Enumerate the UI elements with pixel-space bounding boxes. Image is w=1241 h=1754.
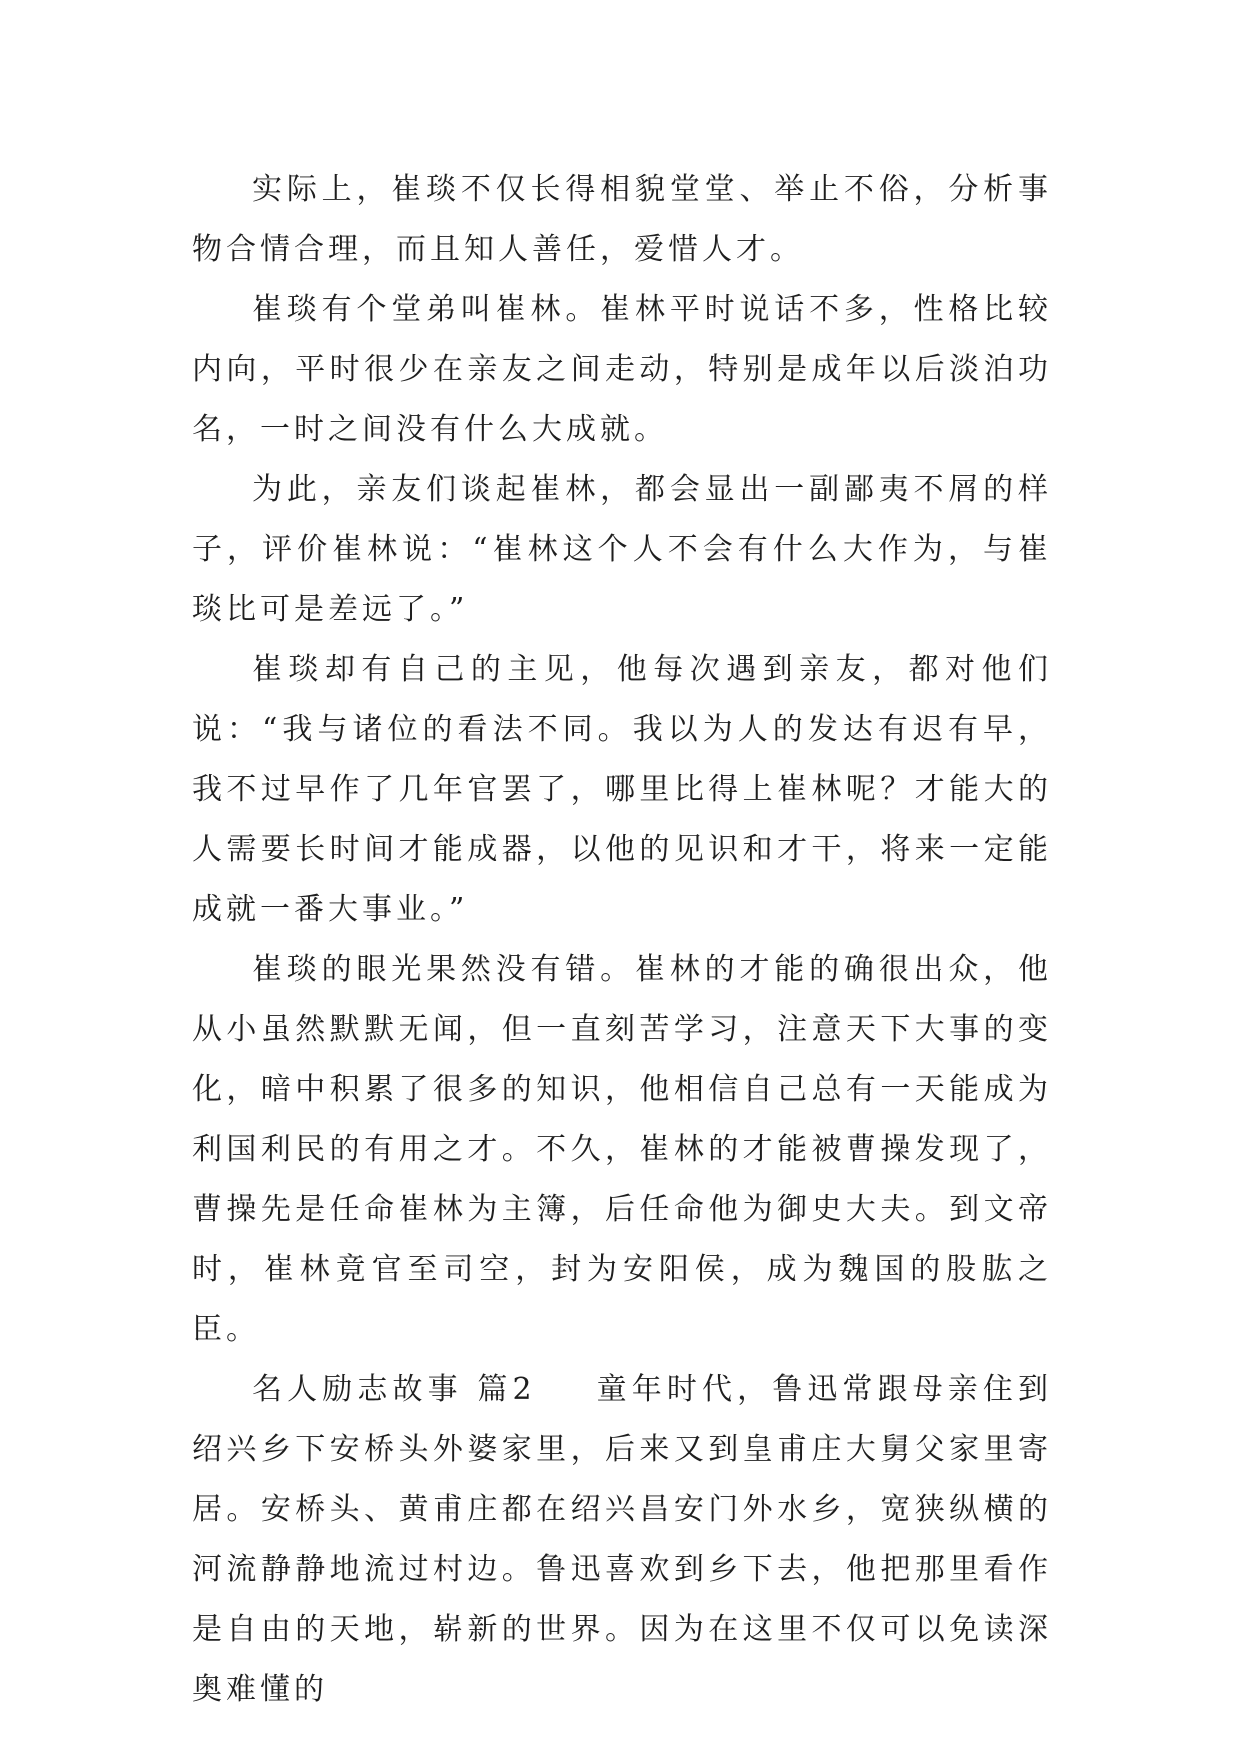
paragraph-1: 实际上，崔琰不仅长得相貌堂堂、举止不俗，分析事物合情合理，而且知人善任，爱惜人才。 bbox=[192, 172, 1052, 267]
paragraph-2: 崔琰有个堂弟叫崔林。崔林平时说话不多，性格比较内向，平时很少在亲友之间走动，特别是成年以后淡泊功名，一时之间没有什么大成就。 bbox=[192, 292, 1052, 447]
paragraph-5: 崔琰的眼光果然没有错。崔林的才能的确很出众，他从小虽然默默无闻，但一直刻苦学习，注意天下大事的变化，暗中积累了很多的知识，他相信自己总有一天能成为利国利民的有用之才。不久，崔林的才能被曹操发现了，曹操先是任命崔林为主簿，后任命他为御史大夫。到文帝时，崔林竟官至司空，封为安阳侯，成为魏国的股肱之臣。 bbox=[192, 952, 1052, 1347]
document-body bbox=[192, 160, 1052, 1720]
section-heading: 名人励志故事 篇2 bbox=[252, 1372, 536, 1407]
paragraph-6 bbox=[192, 1360, 1052, 1720]
paragraph-6-text: 童年时代，鲁迅常跟母亲住到绍兴乡下安桥头外婆家里，后来又到皇甫庄大舅父家里寄居。安桥头、黄甫庄都在绍兴昌安门外水乡，宽狭纵横的河流静静地流过村边。鲁迅喜欢到乡下去，他把那里看作是自由的天地，崭新的世界。因为在这里不仅可以免读深奥难懂的 bbox=[192, 1372, 1053, 1707]
paragraph-4: 崔琰却有自己的主见，他每次遇到亲友，都对他们说：“我与诸位的看法不同。我以为人的发达有迟有早，我不过早作了几年官罢了，哪里比得上崔林呢？才能大的人需要长时间才能成器，以他的见识和才干，将来一定能成就一番大事业。” bbox=[192, 652, 1052, 927]
paragraph-3: 为此，亲友们谈起崔林，都会显出一副鄙夷不屑的样子，评价崔林说：“崔林这个人不会有什么大作为，与崔琰比可是差远了。” bbox=[192, 472, 1052, 627]
